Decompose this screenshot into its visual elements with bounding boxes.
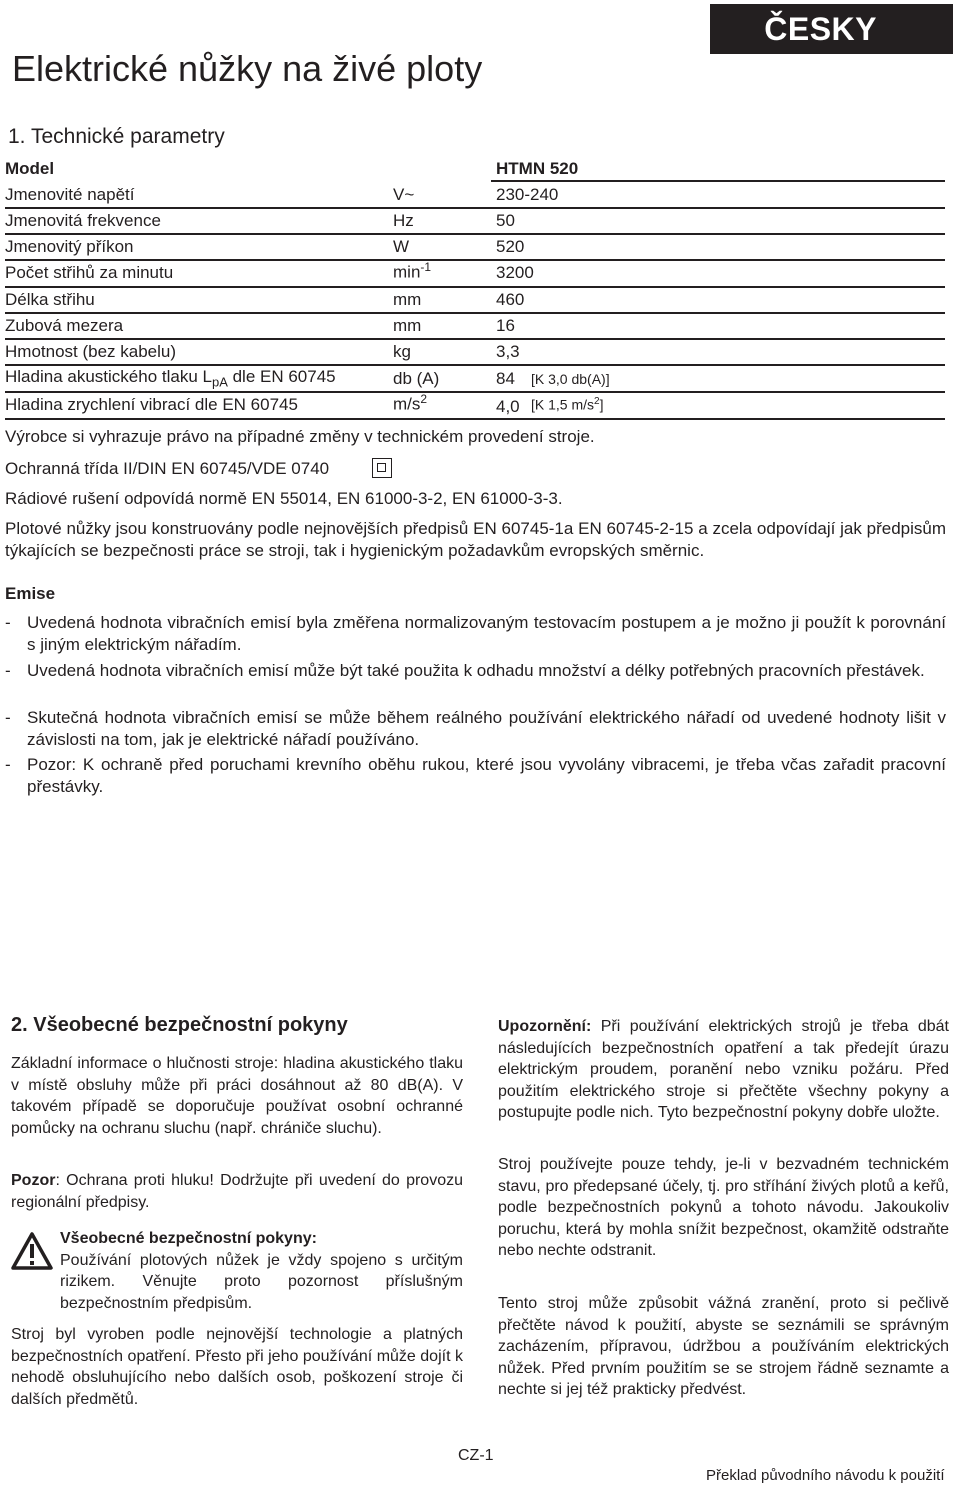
row-unit: mm <box>393 290 422 309</box>
list-item <box>5 754 946 798</box>
row-value: 520 <box>496 237 525 256</box>
row-value: 84 <box>496 369 515 388</box>
emise-heading: Emise <box>5 584 56 603</box>
warning-triangle-icon <box>11 1232 53 1270</box>
model-label: Model <box>5 159 55 178</box>
row-value: 230-240 <box>496 185 559 204</box>
injury-note: Tento stroj může způsobit vážná zranění, proto si pečlivě přečtěte návod k použití, abyste se seznámili se správným zacházením, přípravou, údržbou a používáním elektrických nůžek. Před prvním použitím se se strojem řádně seznamte a nechte si jej též prakticky předvést. <box>498 1295 949 1398</box>
noise-warning-text: : Ochrana proti hluku! Dodržujte při uvedení do provozu regionální předpisy. <box>11 1172 463 1211</box>
list-dash: - <box>5 661 11 680</box>
list-item <box>5 707 946 751</box>
general-safety-block <box>60 1228 463 1314</box>
translation-note: Překlad původního návodu k použití <box>706 1467 945 1484</box>
noise-warning-label: Pozor <box>11 1172 56 1189</box>
label-text-suffix: dle EN 60745 <box>227 366 336 386</box>
row-uncertainty <box>531 396 603 413</box>
table-row <box>5 288 945 314</box>
table-row <box>5 314 945 340</box>
table-row <box>5 183 945 209</box>
noise-info: Základní informace o hlučnosti stroje: hladina akustického tlaku v místě obsluhy může při práci dosáhnout až 80 dB(A). V takovém případě se doporučuje používat osobní ochranné pomůcky na ochranu sluchu (např. chrániče sluchu). <box>11 1055 463 1137</box>
table-divider <box>491 180 945 182</box>
table-row <box>5 235 945 261</box>
note-text: [K 1,5 m/s <box>531 397 595 413</box>
table-row <box>5 209 945 235</box>
table-divider <box>5 364 945 366</box>
row-value: 16 <box>496 316 515 335</box>
technology-note: Stroj byl vyroben podle nejnovější technologie a platných bezpečnostních opatření. Přesto při jeho používání může dojít k nehodě obsluhujícího nebo dalších osob, poškození stroje či dalších předmětů. <box>11 1326 463 1408</box>
row-unit: mm <box>393 316 422 335</box>
row-value: 50 <box>496 211 515 230</box>
row-unit <box>393 392 427 415</box>
row-label: Hmotnost (bez kabelu) <box>5 342 177 361</box>
row-value: 3200 <box>496 263 534 282</box>
row-label: Hladina zrychlení vibrací dle EN 60745 <box>5 395 298 414</box>
row-label: Počet střihů za minutu <box>5 263 174 282</box>
unit-text: m/s <box>393 395 421 414</box>
table-row <box>5 261 945 287</box>
row-unit: Hz <box>393 211 414 230</box>
list-dash: - <box>5 613 11 632</box>
double-insulation-square-icon <box>372 458 392 478</box>
row-value: 460 <box>496 290 525 309</box>
notice-changes: Výrobce si vyhrazuje právo na případné změny v technickém provedení stroje. <box>5 427 595 446</box>
section-2-heading: 2. Všeobecné bezpečnostní pokyny <box>11 1014 348 1036</box>
table-row <box>5 367 945 393</box>
note-superscript: 2 <box>594 396 600 408</box>
unit-superscript: 2 <box>420 392 428 407</box>
list-item-text: Skutečná hodnota vibračních emisí se může během reálného používání elektrického nářadí od uvedené hodnoty lišit v závislosti na tom, jak je elektrické nářadí používáno. <box>27 708 946 749</box>
list-item <box>5 660 946 704</box>
row-unit: kg <box>393 342 411 361</box>
row-label: Jmenovité napětí <box>5 185 135 204</box>
list-dash: - <box>5 755 11 774</box>
unit-text: min <box>393 263 421 282</box>
row-value: 4,0 <box>496 397 520 416</box>
row-unit: V~ <box>393 185 415 204</box>
protection-class: Ochranná třída II/DIN EN 60745/VDE 0740 <box>5 459 330 478</box>
table-row <box>5 340 945 366</box>
conformity-statement: Plotové nůžky jsou konstruovány podle nejnovějších předpisů EN 60745-1a EN 60745-2-15 a zcela odpovídají jak předpisům týkajících se bezpečnosti práce se stroji, tak i hygienickým požadavkům evropských směrnic. <box>5 519 946 560</box>
document-title: Elektrické nůžky na živé ploty <box>12 48 483 89</box>
row-value: 3,3 <box>496 342 520 361</box>
attention-text: Při používání elektrických strojů je třeba dbát následujících bezpečnostních opatření a tak předejít úrazu elektrickým proudem, poranění nebo vzniku požáru. Před použitím elektrického stroje si přečtěte všechny pokyny a postupujte podle nich. Tyto bezpečnostní pokyny dobře uložte. <box>498 1018 949 1121</box>
row-label: Délka střihu <box>5 290 95 309</box>
section-1-heading: 1. Technické parametry <box>8 125 225 148</box>
double-insulation-inner-square <box>377 463 386 472</box>
row-unit: W <box>393 237 410 256</box>
note-text-suffix: ] <box>599 397 604 413</box>
row-label: Jmenovitá frekvence <box>5 211 161 230</box>
list-item-text: Pozor: K ochraně před poruchami krevního oběhu rukou, které jsou vyvolány vibracemi, je třeba včas zařadit pracovní přestávky. <box>27 755 946 796</box>
radio-interference: Rádiové rušení odpovídá normě EN 55014, EN 61000-3-2, EN 61000-3-3. <box>5 489 563 508</box>
row-uncertainty: [K 3,0 db(A)] <box>531 371 610 387</box>
label-text: Hladina akustického tlaku L <box>5 366 212 386</box>
usage-note: Stroj používejte pouze tehdy, je-li v bezvadném technickém stavu, pro předepsané účely, tj. pro stříhání živých plotů a keřů, podle bezpečnostních pokynů a tohoto návodu. Jakoukoliv poruchu, která by mohla snížit bezpečnost, okamžitě odstraňte nebo nechte odstranit. <box>498 1156 949 1259</box>
row-label: Zubová mezera <box>5 316 124 335</box>
table-row <box>5 393 945 419</box>
general-safety-title: Všeobecné bezpečnostní pokyny: <box>60 1230 317 1247</box>
list-item-text: Uvedená hodnota vibračních emisí byla změřena normalizovaným testovacím postupem a je možno ji použít k porovnání s jiným elektrickým nářadím. <box>27 613 946 654</box>
label-subscript: pA <box>211 374 228 389</box>
row-unit: db (A) <box>393 369 440 388</box>
general-safety-text: Používání plotových nůžek je vždy spojeno s určitým rizikem. Věnujte proto pozornost příslušným bezpečnostním předpisům. <box>60 1251 463 1312</box>
noise-warning <box>11 1170 463 1213</box>
unit-superscript: -1 <box>420 260 432 275</box>
row-unit <box>393 260 431 283</box>
attention-note <box>498 1016 949 1124</box>
row-label <box>5 367 336 389</box>
list-item-text: Uvedená hodnota vibračních emisí může být také použita k odhadu množství a délky potřebných pracovních přestávek. <box>27 661 925 680</box>
list-dash: - <box>5 708 11 727</box>
table-divider <box>5 418 945 420</box>
model-value: HTMN 520 <box>496 159 579 178</box>
row-label: Jmenovitý příkon <box>5 237 134 256</box>
attention-label: Upozornění: <box>498 1018 592 1035</box>
language-tab: ČESKY <box>710 4 953 54</box>
list-item <box>5 612 946 656</box>
page-number: CZ-1 <box>458 1447 494 1464</box>
